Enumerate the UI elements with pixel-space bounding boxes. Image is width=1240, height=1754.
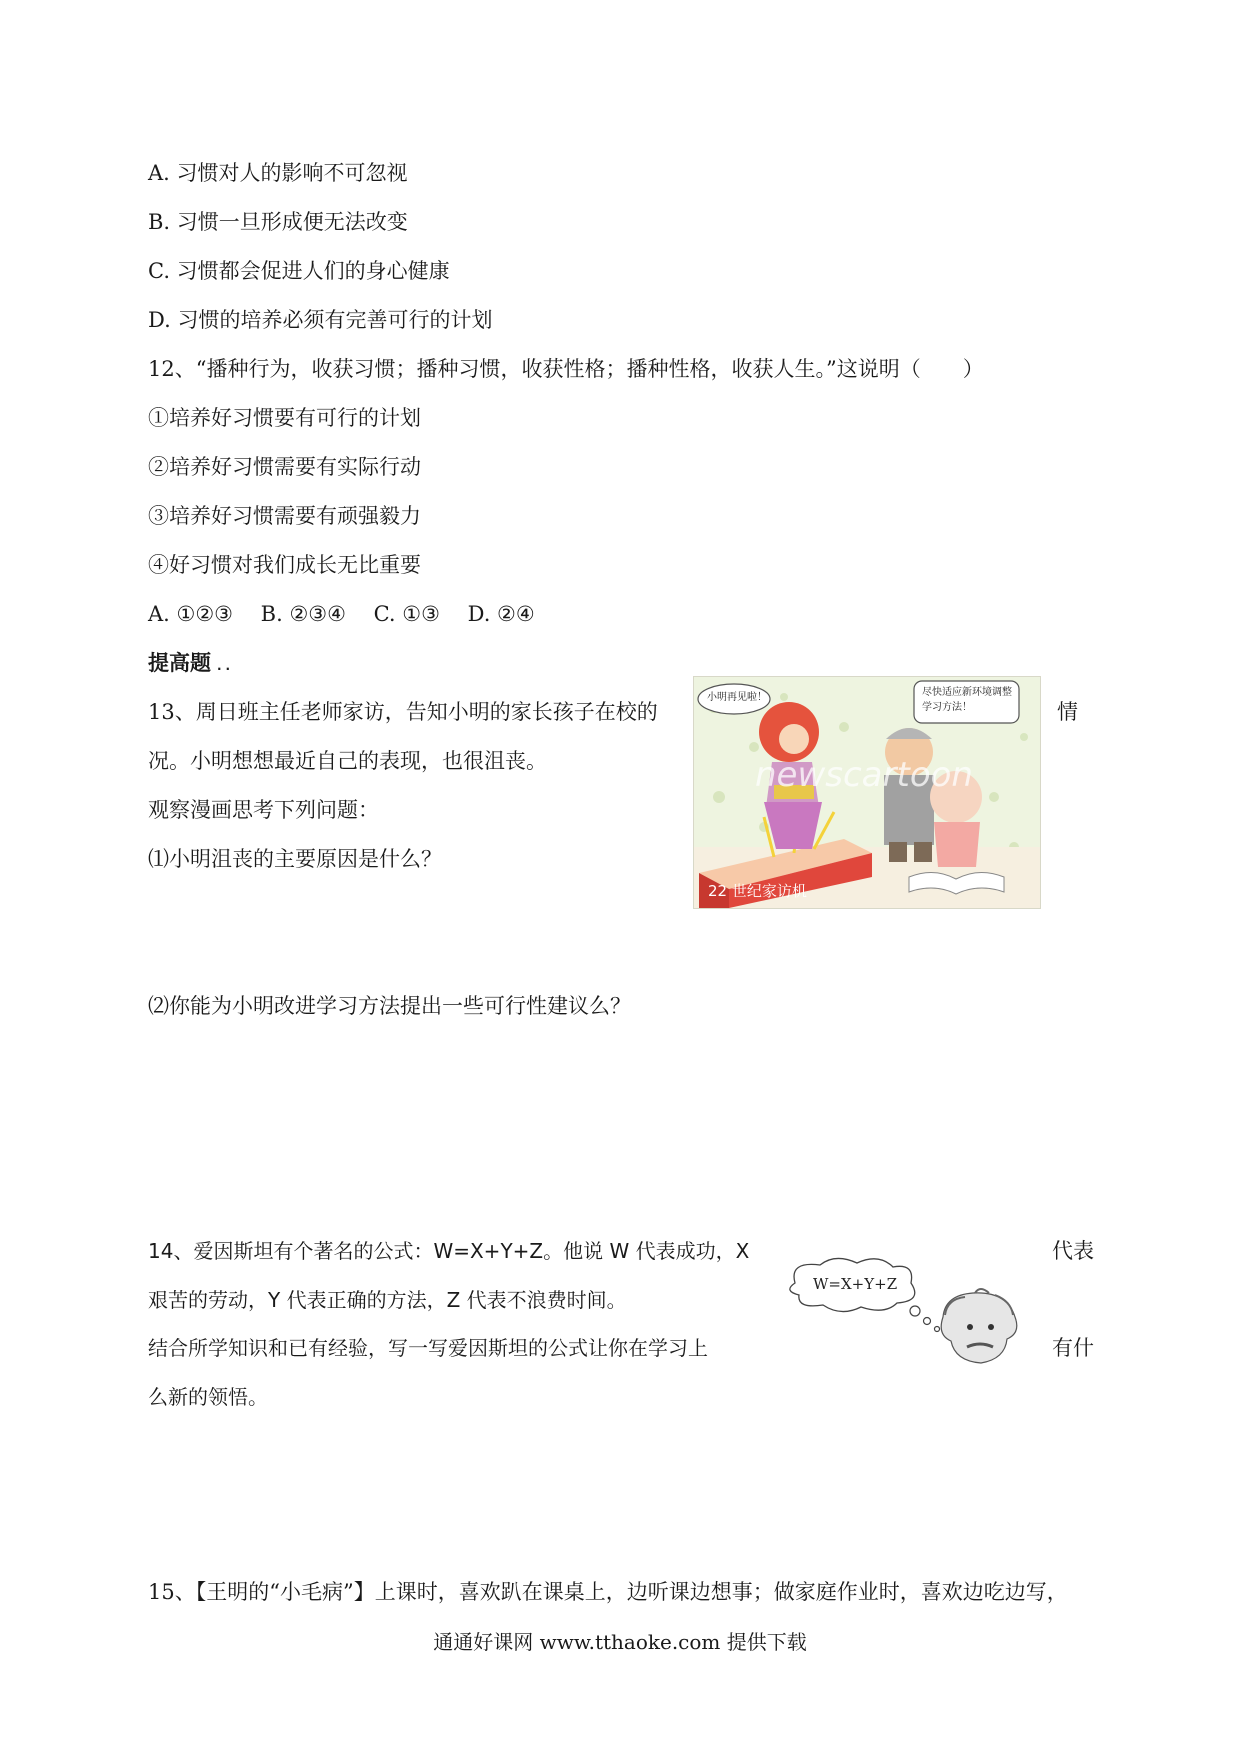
q12-item-3: ③培养好习惯需要有顽强毅力 <box>148 504 421 528</box>
q13-line-1: 13、周日班主任老师家访，告知小明的家长孩子在校的 <box>148 700 658 724</box>
q11-option-c: C. 习惯都会促进人们的身心健康 <box>148 259 450 283</box>
home-visit-cartoon <box>693 676 1041 909</box>
q11-option-a: A. 习惯对人的影响不可忽视 <box>148 161 408 185</box>
cartoon-bubble-right: 尽快适应新环境调整学习方法！ <box>922 687 1012 713</box>
q15-line-1: 15、【王明的“小毛病”】上课时，喜欢趴在课桌上，边听课边想事；做家庭作业时，喜欢边吃边写， <box>148 1580 1068 1604</box>
q14-line-3-end: 有什 <box>1052 1336 1094 1360</box>
page-footer: 通通好课网 www.tthaoke.com 提供下载 <box>433 1630 807 1654</box>
section-title-text: 提高题 <box>148 651 211 675</box>
q13-sub-question-1: ⑴小明沮丧的主要原因是什么？ <box>148 847 442 871</box>
q14-line-1: 14、爱因斯坦有个著名的公式：W=X+Y+Z。他说 W 代表成功，X <box>148 1239 750 1263</box>
q14-line-3: 结合所学知识和已有经验，写一写爱因斯坦的公式让你在学习上 <box>148 1336 708 1360</box>
section-title <box>148 649 234 680</box>
q13-line-2: 况。小明想想最近自己的表现，也很沮丧。 <box>148 749 547 773</box>
q12-item-1: ①培养好习惯要有可行的计划 <box>148 406 421 430</box>
q11-option-d: D. 习惯的培养必须有完善可行的计划 <box>148 308 493 332</box>
q14-line-1-end: 代表 <box>1052 1239 1094 1263</box>
q11-option-b: B. 习惯一旦形成便无法改变 <box>148 210 408 234</box>
q13-line-1-end: 情 <box>1057 700 1078 724</box>
q12-choices: A. ①②③ B. ②③④ C. ①③ D. ②④ <box>148 602 535 626</box>
einstein-formula-text: W=X+Y+Z <box>813 1275 898 1293</box>
cartoon-machine-label: 22 世纪家访机 <box>708 882 807 900</box>
q12-item-4: ④好习惯对我们成长无比重要 <box>148 553 421 577</box>
einstein-drawing <box>775 1255 1027 1365</box>
q12-item-2: ②培养好习惯需要有实际行动 <box>148 455 421 479</box>
cartoon-watermark: newscartoon <box>755 755 973 795</box>
cartoon-bubble-left: 小明再见啦！ <box>707 692 767 703</box>
q13-sub-question-2: ⑵你能为小明改进学习方法提出一些可行性建议么？ <box>148 994 631 1018</box>
section-title-dots: .. <box>217 659 235 673</box>
q14-line-2: 艰苦的劳动，Y 代表正确的方法，Z 代表不浪费时间。 <box>148 1288 627 1312</box>
q13-line-3: 观察漫画思考下列问题： <box>148 798 379 822</box>
einstein-formula-illustration <box>775 1255 1027 1365</box>
q14-line-4: 么新的领悟。 <box>148 1385 268 1409</box>
q12-stem: 12、“播种行为，收获习惯；播种习惯，收获性格；播种性格，收获人生。”这说明（ ） <box>148 357 984 381</box>
